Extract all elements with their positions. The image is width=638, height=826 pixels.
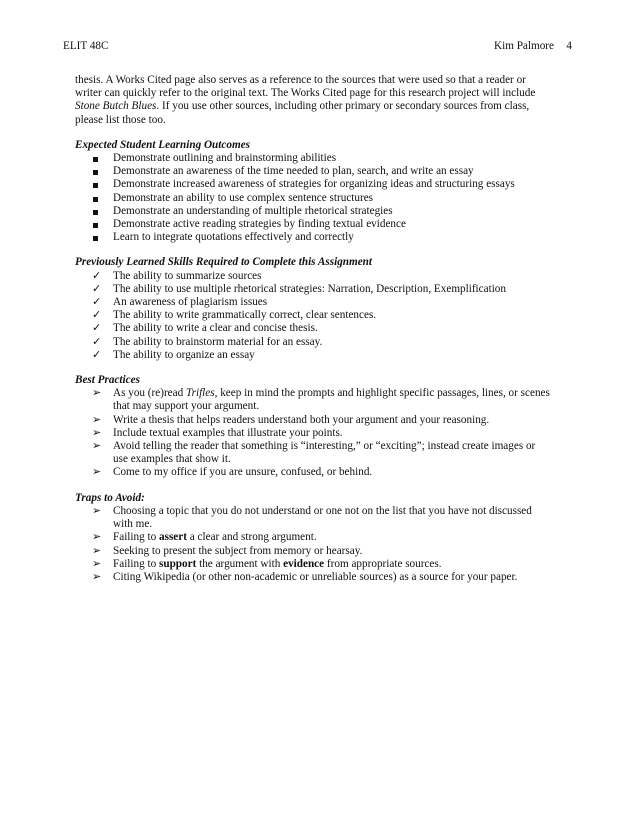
checkmark-icon: ✓: [92, 282, 102, 295]
list-item: ✓ The ability to summarize sources: [92, 269, 262, 282]
page-content: [75, 74, 555, 584]
checkmark-icon: ✓: [92, 322, 102, 335]
list-item: Demonstrate active reading strategies by finding textual evidence: [75, 218, 555, 231]
play-title: Trifles,: [186, 387, 218, 400]
square-bullet-icon: [93, 183, 98, 188]
skills-section: [75, 256, 555, 362]
list-item: ✓ The ability to organize an essay: [92, 348, 255, 361]
arrow-bullet-icon: ➢: [92, 557, 102, 570]
intro-line: please list those too.: [75, 113, 166, 126]
list-item: Demonstrate an understanding of multiple rhetorical strategies: [75, 205, 555, 218]
emphasis-assert: assert: [159, 531, 187, 544]
list-item: ➢ Come to my office if you are unsure, confused, or behind.: [92, 466, 373, 479]
list-item: ➢ Avoid telling the reader that something is “interesting,” or “exciting”; instead create images or use examples that show it.: [92, 440, 536, 466]
skills-title: Previously Learned Skills Required to Complete this Assignment: [75, 256, 373, 269]
list-item: ➢ Include textual examples that illustrate your points.: [92, 426, 343, 439]
arrow-bullet-icon: ➢: [92, 570, 102, 583]
traps-title: Traps to Avoid:: [75, 491, 145, 504]
arrow-bullet-icon: ➢: [92, 544, 102, 557]
skills-list: [75, 270, 555, 362]
list-item: ➢ Write a thesis that helps readers understand both your argument and your reasoning.: [92, 413, 490, 426]
list-item: ✓ The ability to brainstorm material for an essay.: [92, 335, 323, 348]
list-item: ✓ An awareness of plagiarism issues: [92, 296, 268, 309]
list-item: Learn to integrate quotations effectively and correctly: [75, 231, 555, 244]
intro-line: thesis. A Works Cited page also serves as a reference to the sources that were used so that a reader or: [75, 74, 526, 86]
square-bullet-icon: [93, 157, 98, 162]
square-bullet-icon: [93, 210, 98, 215]
intro-line: Stone Butch Blues. If you use other sources, including other primary or secondary sources from class,: [75, 100, 530, 113]
list-item: Demonstrate increased awareness of strategies for organizing ideas and structuring essays: [75, 178, 555, 191]
arrow-bullet-icon: ➢: [92, 531, 102, 544]
course-code: ELIT 48C: [63, 40, 109, 52]
list-item: ➢ Choosing a topic that you do not understand or one not on the list that you have not discussed with me.: [92, 504, 532, 531]
best-practices-title: Best Practices: [75, 374, 140, 387]
checkmark-icon: ✓: [92, 269, 102, 282]
book-title: Stone Butch Blues: [75, 100, 157, 113]
list-item: ➢ Citing Wikipedia (or other non-academic or unreliable sources) as a source for your paper.: [92, 570, 518, 583]
list-item: Demonstrate an awareness of the time needed to plan, search, and write an essay: [75, 165, 555, 178]
emphasis-support: support: [159, 557, 197, 570]
arrow-bullet-icon: ➢: [92, 413, 102, 426]
list-item: ✓ The ability to write grammatically correct, clear sentences.: [92, 309, 377, 322]
square-bullet-icon: [93, 170, 98, 175]
square-bullet-icon: [93, 223, 98, 228]
checkmark-icon: ✓: [92, 296, 102, 309]
list-item: ➢ Seeking to present the subject from memory or hearsay.: [92, 544, 363, 557]
list-item: ➢ As you (re)read Trifles, keep in mind the prompts and highlight specific passages, lines, or scenes that may support your argument.: [92, 387, 550, 413]
emphasis-evidence: evidence: [283, 557, 325, 570]
arrow-bullet-icon: ➢: [92, 466, 102, 479]
outcomes-list: [75, 152, 555, 244]
outcomes-section: [75, 139, 555, 245]
square-bullet-icon: [93, 236, 98, 241]
list-item: Demonstrate an ability to use complex sentence structures: [75, 192, 555, 205]
page-header: [63, 40, 572, 54]
list-item: ✓ The ability to use multiple rhetorical strategies: Narration, Description, Exemplification: [92, 282, 506, 295]
checkmark-icon: ✓: [92, 335, 102, 348]
checkmark-icon: ✓: [92, 348, 102, 361]
best-practices-list: [75, 387, 555, 479]
traps-section: [75, 492, 555, 584]
author-name: Kim Palmore: [494, 40, 554, 52]
list-item: Demonstrate outlining and brainstorming abilities: [75, 152, 555, 165]
list-item: ➢ Failing to assert a clear and strong argument.: [92, 531, 317, 544]
intro-line: writer can quickly refer to the original text. The Works Cited page for this research project will include: [75, 87, 536, 100]
page-number: 4: [566, 40, 572, 52]
list-item: ✓ The ability to write a clear and concise thesis.: [92, 322, 318, 335]
square-bullet-icon: [93, 197, 98, 202]
checkmark-icon: ✓: [92, 309, 102, 322]
list-item: ➢ Failing to support the argument with evidence from appropriate sources.: [92, 557, 442, 570]
arrow-bullet-icon: ➢: [92, 426, 102, 439]
outcomes-title: Expected Student Learning Outcomes: [75, 138, 250, 151]
best-practices-section: [75, 374, 555, 480]
arrow-bullet-icon: ➢: [92, 387, 102, 400]
traps-list: [75, 505, 555, 584]
arrow-bullet-icon: ➢: [92, 440, 102, 453]
arrow-bullet-icon: ➢: [92, 504, 102, 517]
intro-paragraph: [75, 74, 555, 127]
